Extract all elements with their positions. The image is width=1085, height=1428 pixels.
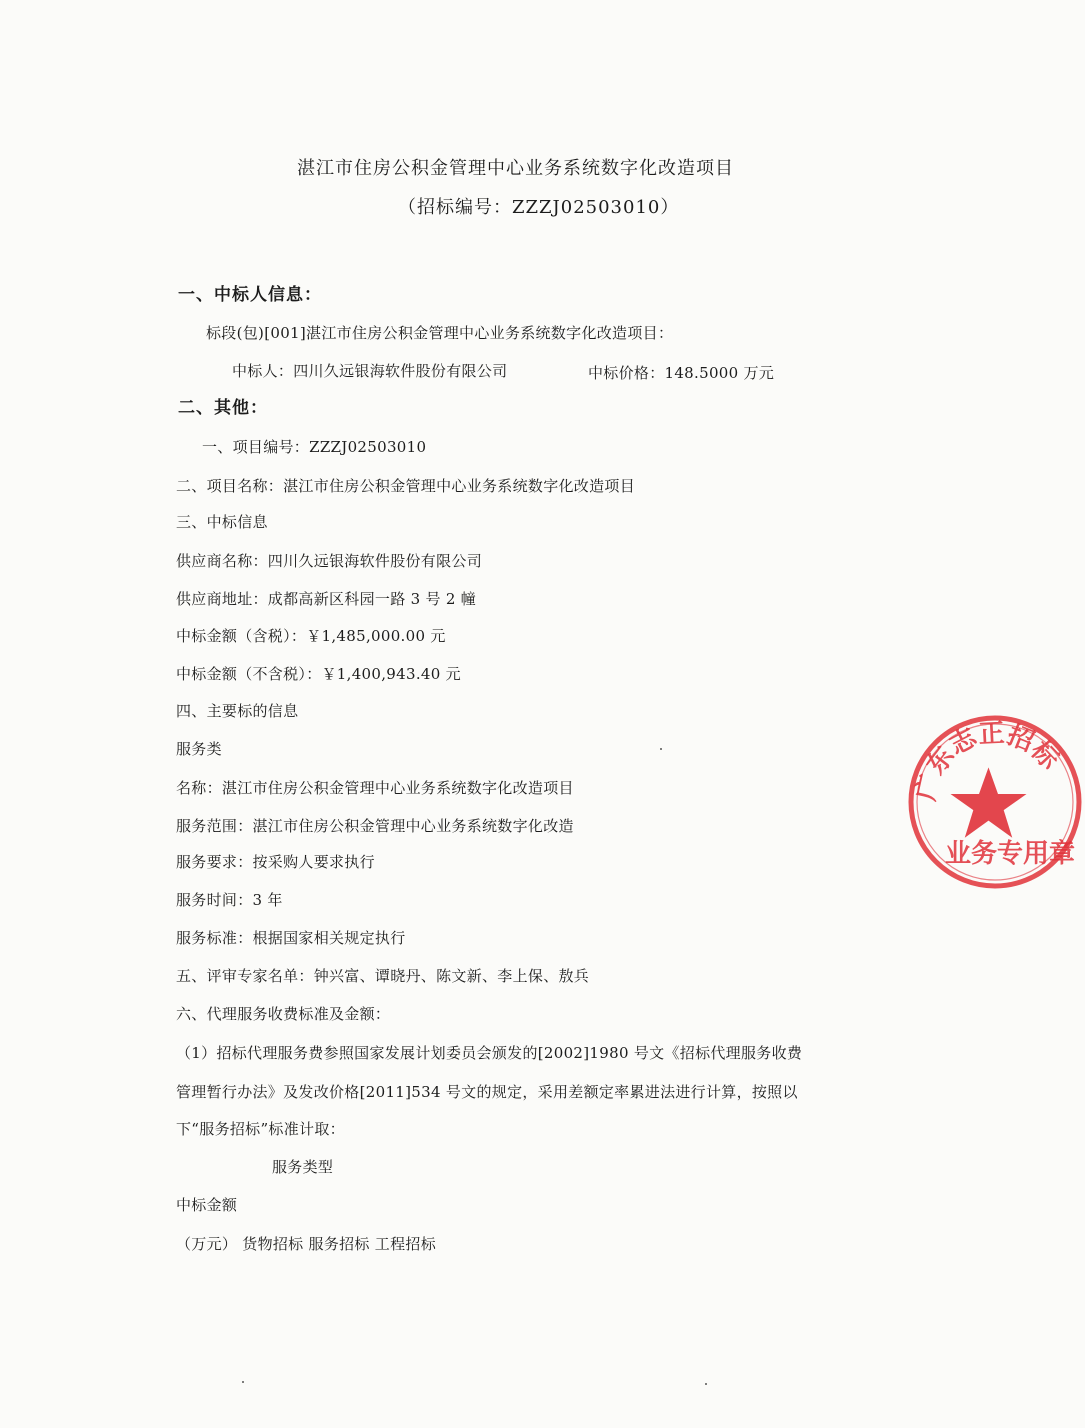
table-header-amount: 中标金额 [176,1196,238,1214]
seal-stamp [905,712,1085,892]
item-supplier-name: 供应商名称：四川久远银海软件股份有限公司 [176,552,483,570]
item-project-name: 二、项目名称：湛江市住房公积金管理中心业务系统数字化改造项目 [176,477,636,495]
item-service-category: 服务类 [176,740,222,758]
fee-paragraph-line-2: 管理暂行办法》及发改价格[2011]534 号文的规定，采用差额定率累进法进行计算，按照以 [176,1083,798,1101]
item-service-standard: 服务标准：根据国家相关规定执行 [176,929,406,947]
scan-speck [242,1381,244,1383]
item-amount-with-tax: 中标金额（含税）：￥1,485,000.00 元 [176,627,446,645]
item-service-name: 名称：湛江市住房公积金管理中心业务系统数字化改造项目 [176,779,574,797]
scan-speck [660,748,662,750]
fee-paragraph-line-1: （1）招标代理服务费参照国家发展计划委员会颁发的[2002]1980 号文《招标代理服务收费 [176,1044,803,1062]
lot-line: 标段(包)[001]湛江市住房公积金管理中心业务系统数字化改造项目： [206,324,674,342]
item-experts: 五、评审专家名单：钟兴富、谭晓丹、陈文新、李上保、敖兵 [176,967,590,985]
item-service-requirement: 服务要求：按采购人要求执行 [176,853,375,871]
fee-paragraph-line-3: 下“服务招标”标准计取： [176,1120,345,1138]
item-award-info: 三、中标信息 [176,513,268,531]
table-header-unit-row: （万元） 货物招标 服务招标 工程招标 [176,1235,437,1253]
winner-line: 中标人：四川久远银海软件股份有限公司 [232,362,508,380]
item-amount-without-tax: 中标金额（不含税）：￥1,400,943.40 元 [176,665,461,683]
section-heading-other: 二、其他： [178,398,268,418]
item-service-time: 服务时间：3 年 [176,891,283,909]
section-heading-winner: 一、中标人信息： [178,285,322,305]
scan-speck [705,1383,707,1385]
item-service-scope: 服务范围：湛江市住房公积金管理中心业务系统数字化改造 [176,817,574,835]
tender-number: （招标编号：ZZZJ02503010） [398,197,680,218]
svg-text:广东志正招标: 广东志正招标 [911,718,1065,804]
item-main-subject: 四、主要标的信息 [176,702,299,720]
document-title: 湛江市住房公积金管理中心业务系统数字化改造项目 [297,158,734,179]
item-agency-fee: 六、代理服务收费标准及金额： [176,1005,391,1023]
item-supplier-address: 供应商地址：成都高新区科园一路 3 号 2 幢 [176,590,477,608]
table-header-service-type: 服务类型 [272,1158,334,1176]
item-project-number: 一、项目编号：ZZZJ02503010 [202,438,427,456]
price-line: 中标价格：148.5000 万元 [588,364,775,382]
svg-text:业务专用章: 业务专用章 [945,839,1076,869]
